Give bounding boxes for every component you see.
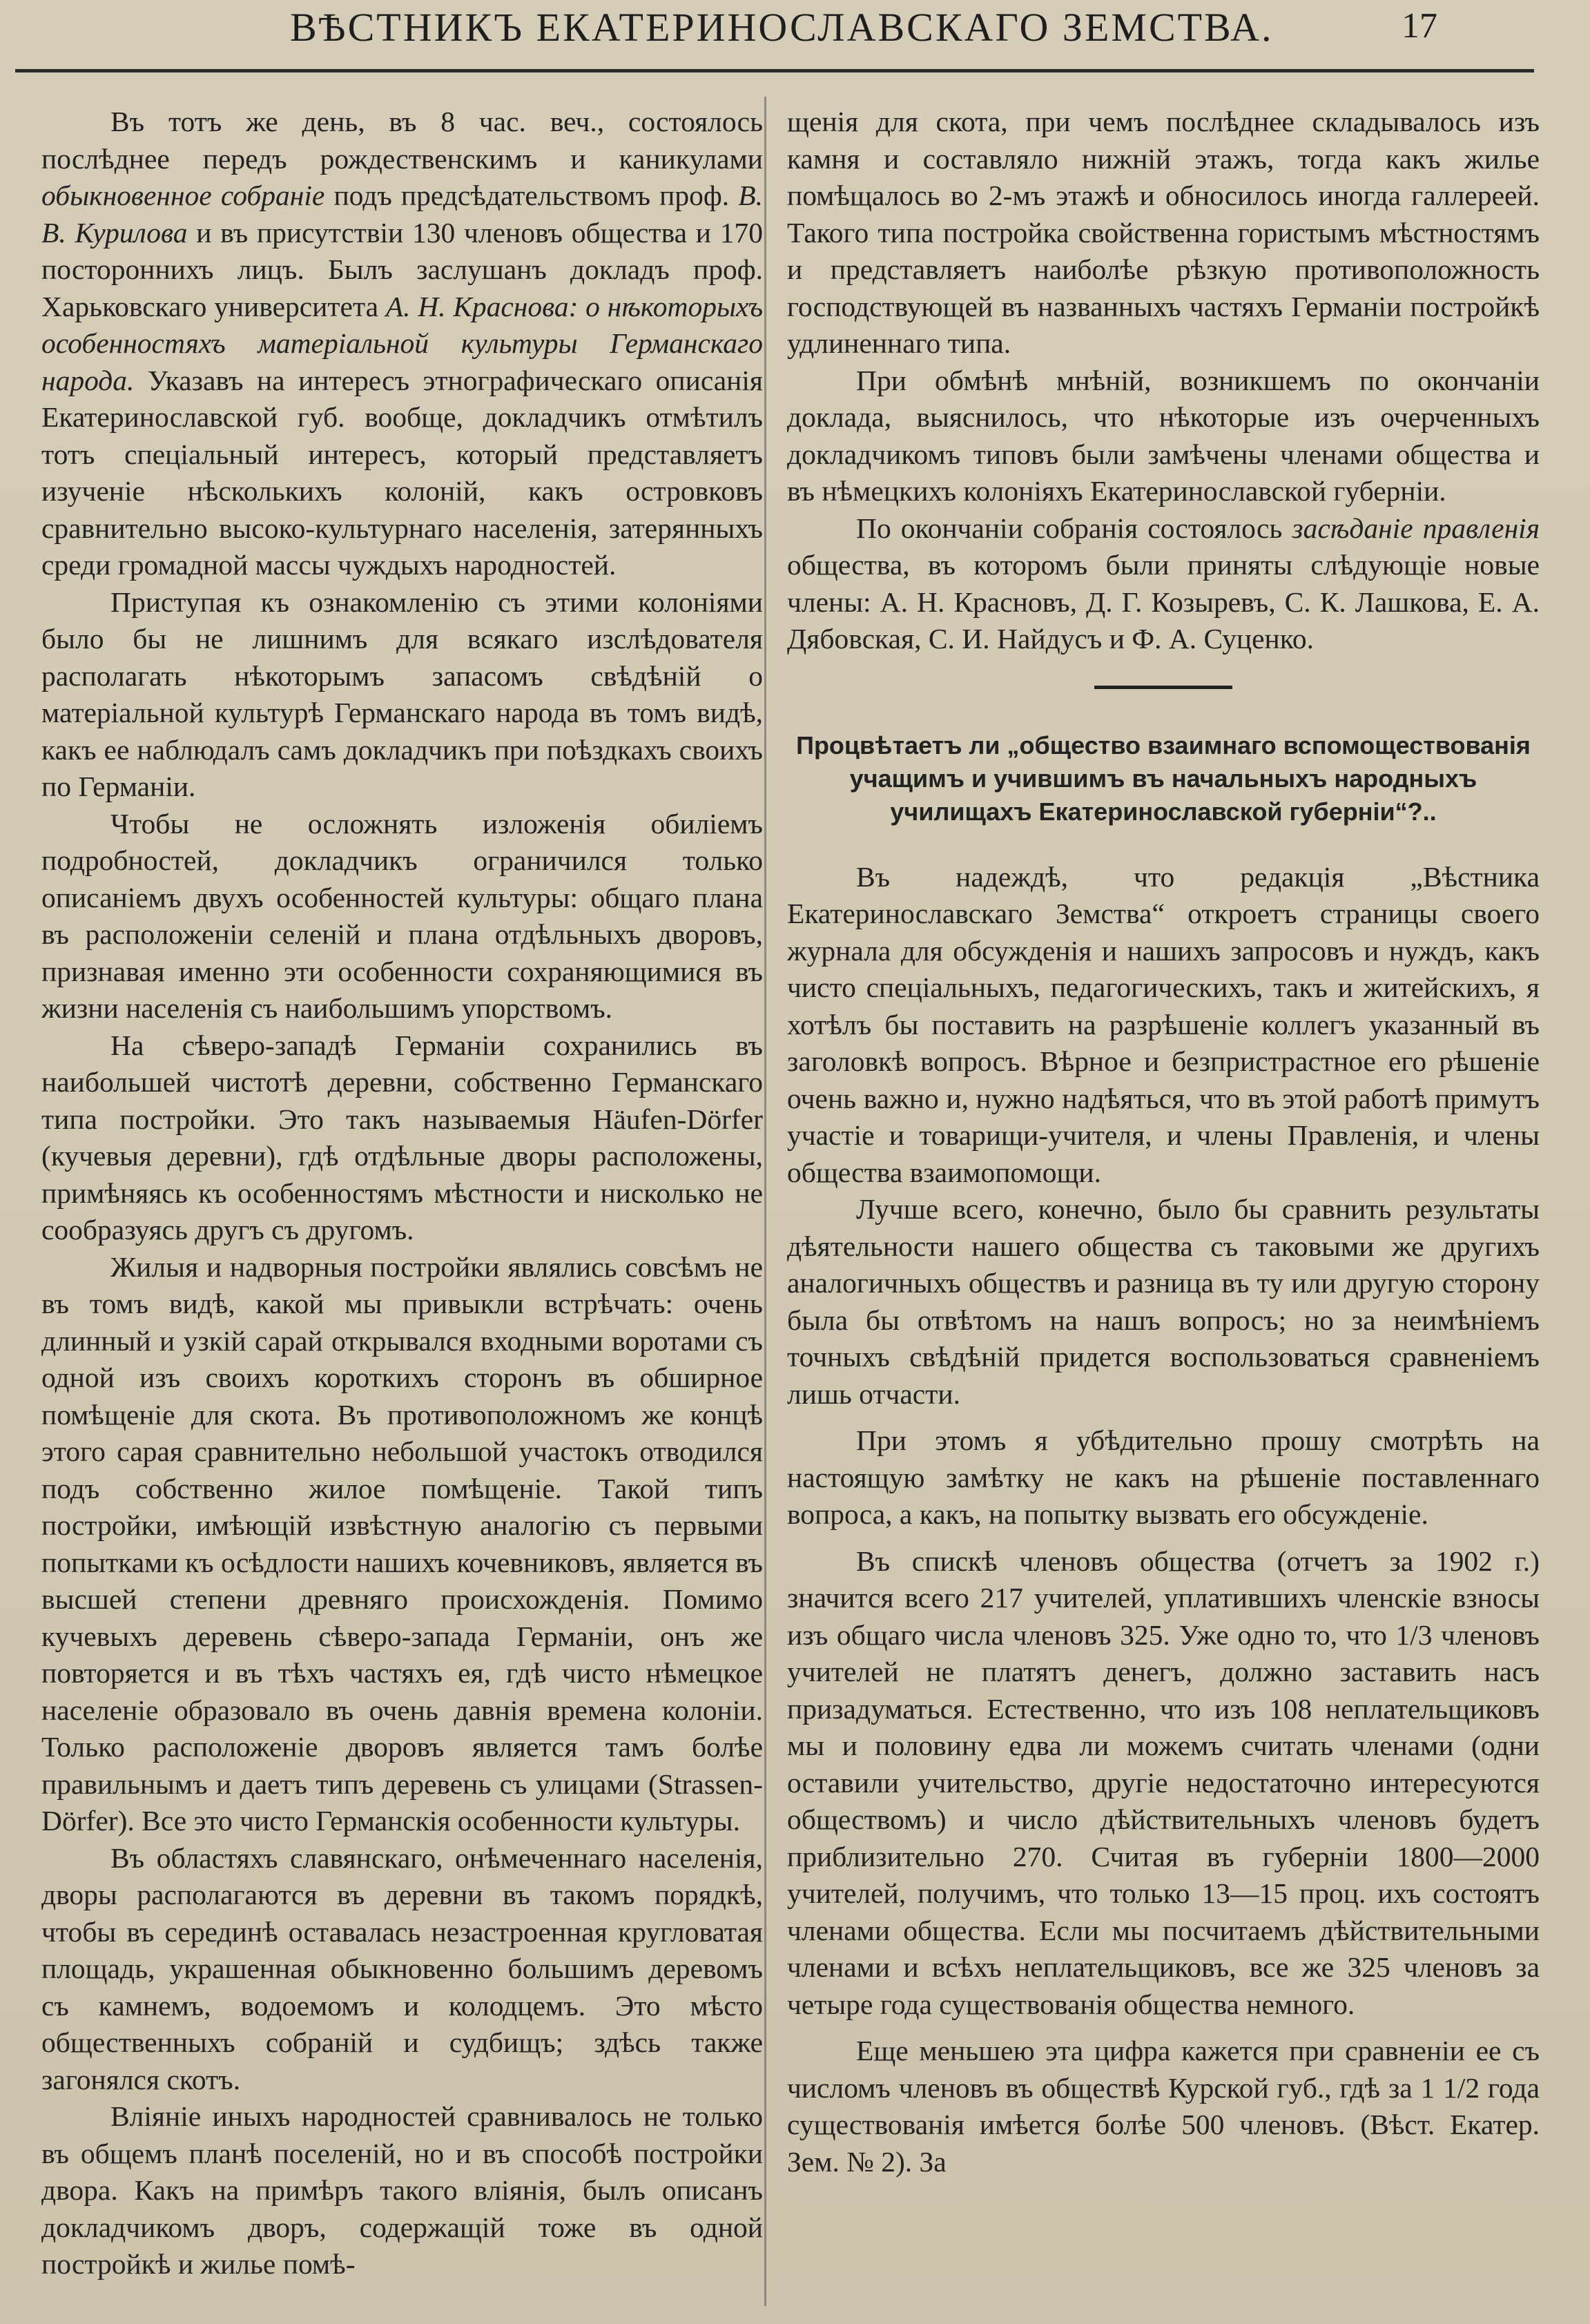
page-number: 17: [1402, 6, 1437, 46]
paragraph: Еще меньшею эта цифра кажется при сравненіи ее съ числомъ членовъ въ обществѣ Курской губ., гдѣ за 1 1/2 года существованія имѣется болѣе 500 членовъ. (Вѣст. Екатер. Зем. № 2). За: [787, 2035, 1540, 2178]
right-column: [787, 104, 1540, 2306]
text-run: общества, въ которомъ были приняты слѣдующіе новые члены: А. Н. Красновъ, Д. Г. Козыревъ, С. К. Лашкова, Е. А. Дябовская, С. И. Найдусъ и Ф. А. Суценко.: [787, 549, 1540, 655]
paragraph: На сѣверо-западѣ Германіи сохранились въ наибольшей чистотѣ деревни, собственно Германскаго типа постройки. Это такъ называемыя Häufen-Dörfer (кучевыя деревни), гдѣ отдѣльные дворы расположены, примѣняясь къ особенностямъ мѣстности и нисколько не сообразуясь другъ съ другомъ.: [41, 1029, 763, 1246]
paragraph-continuation: щенія для скота, при чемъ послѣднее складывалось изъ камня и составляло нижній этажъ, тогда какъ жилье помѣщалось во 2-мъ этажѣ и обносилось иногда галлереей. Такого типа постройка свойственна гористымъ мѣстностямъ и представляетъ наиболѣе рѣзкую противоположность господствующей въ названныхъ частяхъ Германіи постройкѣ удлиненнаго типа.: [787, 106, 1540, 359]
text-run: Указавъ на интересъ этнографическаго описанія Екатеринославской губ. вообще, докладчикъ отмѣтилъ тотъ спеціальный интересъ, который представляетъ изученіе нѣсколькихъ колоній, какъ островковъ сравнительно высоко-культурнаго населенія, затерянныхъ среди громадной массы чуждыхъ народностей.: [41, 364, 763, 581]
paragraph: При обмѣнѣ мнѣній, возникшемъ по окончаніи доклада, выяснилось, что нѣкоторые изъ очерченныхъ докладчикомъ типовъ были замѣчены членами общества и въ нѣмецкихъ колоніяхъ Екатеринославской губерніи.: [787, 364, 1540, 507]
paragraph: При этомъ я убѣдительно прошу смотрѣть на настоящую замѣтку не какъ на рѣшеніе поставленнаго вопроса, а какъ, на попытку вызвать его обсужденіе.: [787, 1424, 1540, 1530]
paragraph: Жилыя и надворныя постройки являлись совсѣмъ не въ томъ видѣ, какой мы привыкли встрѣчать: очень длинный и узкій сарай открывался входными воротами съ одной изъ своихъ короткихъ сторонъ въ обширное помѣщеніе для скота. Въ противоположномъ же концѣ этого сарая сравнительно небольшой участокъ отводился подъ собственно жилое помѣщеніе. Такой типъ постройки, имѣющій извѣстную аналогію съ первыми попытками къ осѣдлости нашихъ кочевниковъ, является въ высшей степени древняго происхожденія. Помимо кучевыхъ деревень сѣверо-запада Германіи, онъ же повторяется и въ тѣхъ частяхъ ея, гдѣ чисто нѣмецкое населеніе образовало въ очень давнія времена колоніи. Только расположеніе дворовъ является тамъ болѣе правильнымъ и даетъ типъ деревень съ улицами (Strassen-Dörfer). Все это чисто Германскія особенности культуры.: [41, 1250, 763, 1837]
paragraph: Въ областяхъ славянскаго, онѣмеченнаго населенія, дворы располагаются въ деревни въ такомъ порядкѣ, чтобы въ серединѣ оставалась незастроенная кругловатая площадь, украшенная обыкновенно большимъ деревомъ съ камнемъ, водоемомъ и колодцемъ. Это мѣсто общественныхъ собраній и судбищъ; здѣсь также загонялся скотъ.: [41, 1841, 763, 2095]
paragraph: Чтобы не осложнять изложенія обиліемъ подробностей, докладчикъ ограничился только описаніемъ двухъ особенностей культуры: общаго плана въ расположеніи селеній и плана отдѣльныхъ дворовъ, признавая именно эти особенности сохраняющимися въ жизни населенія съ наибольшимъ упорствомъ.: [41, 807, 763, 1024]
text-run: Въ тотъ же день, въ 8 час. веч., состоялось послѣднее передъ рождественскимъ и каникулами: [41, 106, 763, 175]
text-run: подъ предсѣдательствомъ проф.: [324, 180, 739, 211]
italic-run: А. Н. Краснова: о нѣкоторыхъ особенностяхъ матеріальной культуры Германскаго народа.: [41, 290, 763, 396]
text-run: По окончаніи собранія состоялось: [856, 512, 1292, 544]
italic-run: В. В. Курилова: [41, 180, 763, 249]
section-separator: [1094, 686, 1232, 689]
column-divider: [764, 97, 766, 2306]
article-title: Процвѣтаетъ ли „общество взаимнаго вспомоществованія учащимъ и учившимъ въ начальныхъ народныхъ училищахъ Екатеринославской губерніи“?..: [796, 730, 1531, 826]
running-title: ВѢСТНИКЪ ЕКАТЕРИНОСЛАВСКАГО ЗЕМСТВА.: [290, 5, 1274, 50]
paragraph: Лучше всего, конечно, было бы сравнить результаты дѣятельности нашего общества съ таковыми же другихъ аналогичныхъ обществъ и разница въ ту или другую сторону была бы отвѣтомъ на нашъ вопросъ; но за неимѣніемъ точныхъ свѣдѣній придется воспользоваться сравненіемъ лишь отчасти.: [787, 1193, 1540, 1410]
italic-run: обыкновенное собраніе: [41, 180, 325, 211]
header-rule: [15, 69, 1534, 72]
paragraph-board-meeting: [787, 510, 1540, 658]
italic-run: засѣданіе правленія: [1292, 512, 1540, 544]
left-column: [41, 104, 763, 2306]
paragraph: Въ надеждѣ, что редакція „Вѣстника Екатеринославскаго Земства“ откроетъ страницы своего журнала для обсужденія и нашихъ запросовъ и нуждъ, какъ чисто спеціальныхъ, педагогическихъ, такъ и житейскихъ, я хотѣлъ бы поставить на разрѣшеніе коллегъ указанный въ заголовкѣ вопросъ. Вѣрное и безпристрастное его рѣшеніе очень важно и, нужно надѣяться, что въ этой работѣ примутъ участіе и товарищи-учителя, и члены Правленія, и члены общества взаимопомощи.: [787, 860, 1540, 1188]
paragraph: Въ спискѣ членовъ общества (отчетъ за 1902 г.) значится всего 217 учителей, уплатившихъ членскіе взносы изъ общаго числа членовъ 325. Уже одно то, что 1/3 членовъ учителей не платятъ денегъ, должно заставить насъ призадуматься. Естественно, что изъ 108 неплательщиковъ мы и половину едва ли можемъ считать членами (одни оставили учительство, другіе недостаточно интересуются обществомъ) и число дѣйствительныхъ членовъ будетъ приблизительно 270. Считая въ губерніи 1800—2000 учителей, получимъ, что только 13—15 проц. ихъ состоятъ членами общества. Если мы посчитаемъ дѣйствительными членами и всѣхъ неплательщиковъ, все же 325 членовъ за четыре года существованія общества немного.: [787, 1545, 1540, 2020]
paragraph: Вліяніе иныхъ народностей сравнивалось не только въ общемъ планѣ поселеній, но и въ способѣ постройки двора. Какъ на примѣръ такого вліянія, былъ описанъ докладчикомъ дворъ, содержащій тоже въ одной постройкѣ и жилье помѣ-: [41, 2100, 763, 2280]
paragraph-meeting-report: [41, 104, 763, 584]
paragraph: Приступая къ ознакомленію съ этими колоніями было бы не лишнимъ для всякаго изслѣдователя располагать нѣкоторымъ запасомъ свѣдѣній о матеріальной культурѣ Германскаго народа въ томъ видѣ, какъ ее наблюдалъ самъ докладчикъ при поѣздкахъ своихъ по Германіи.: [41, 585, 763, 802]
page-header: [0, 0, 1590, 77]
text-run: и въ присутствіи 130 членовъ общества и 170 постороннихъ лицъ. Былъ заслушанъ докладъ проф. Харьковскаго университета: [41, 216, 763, 322]
